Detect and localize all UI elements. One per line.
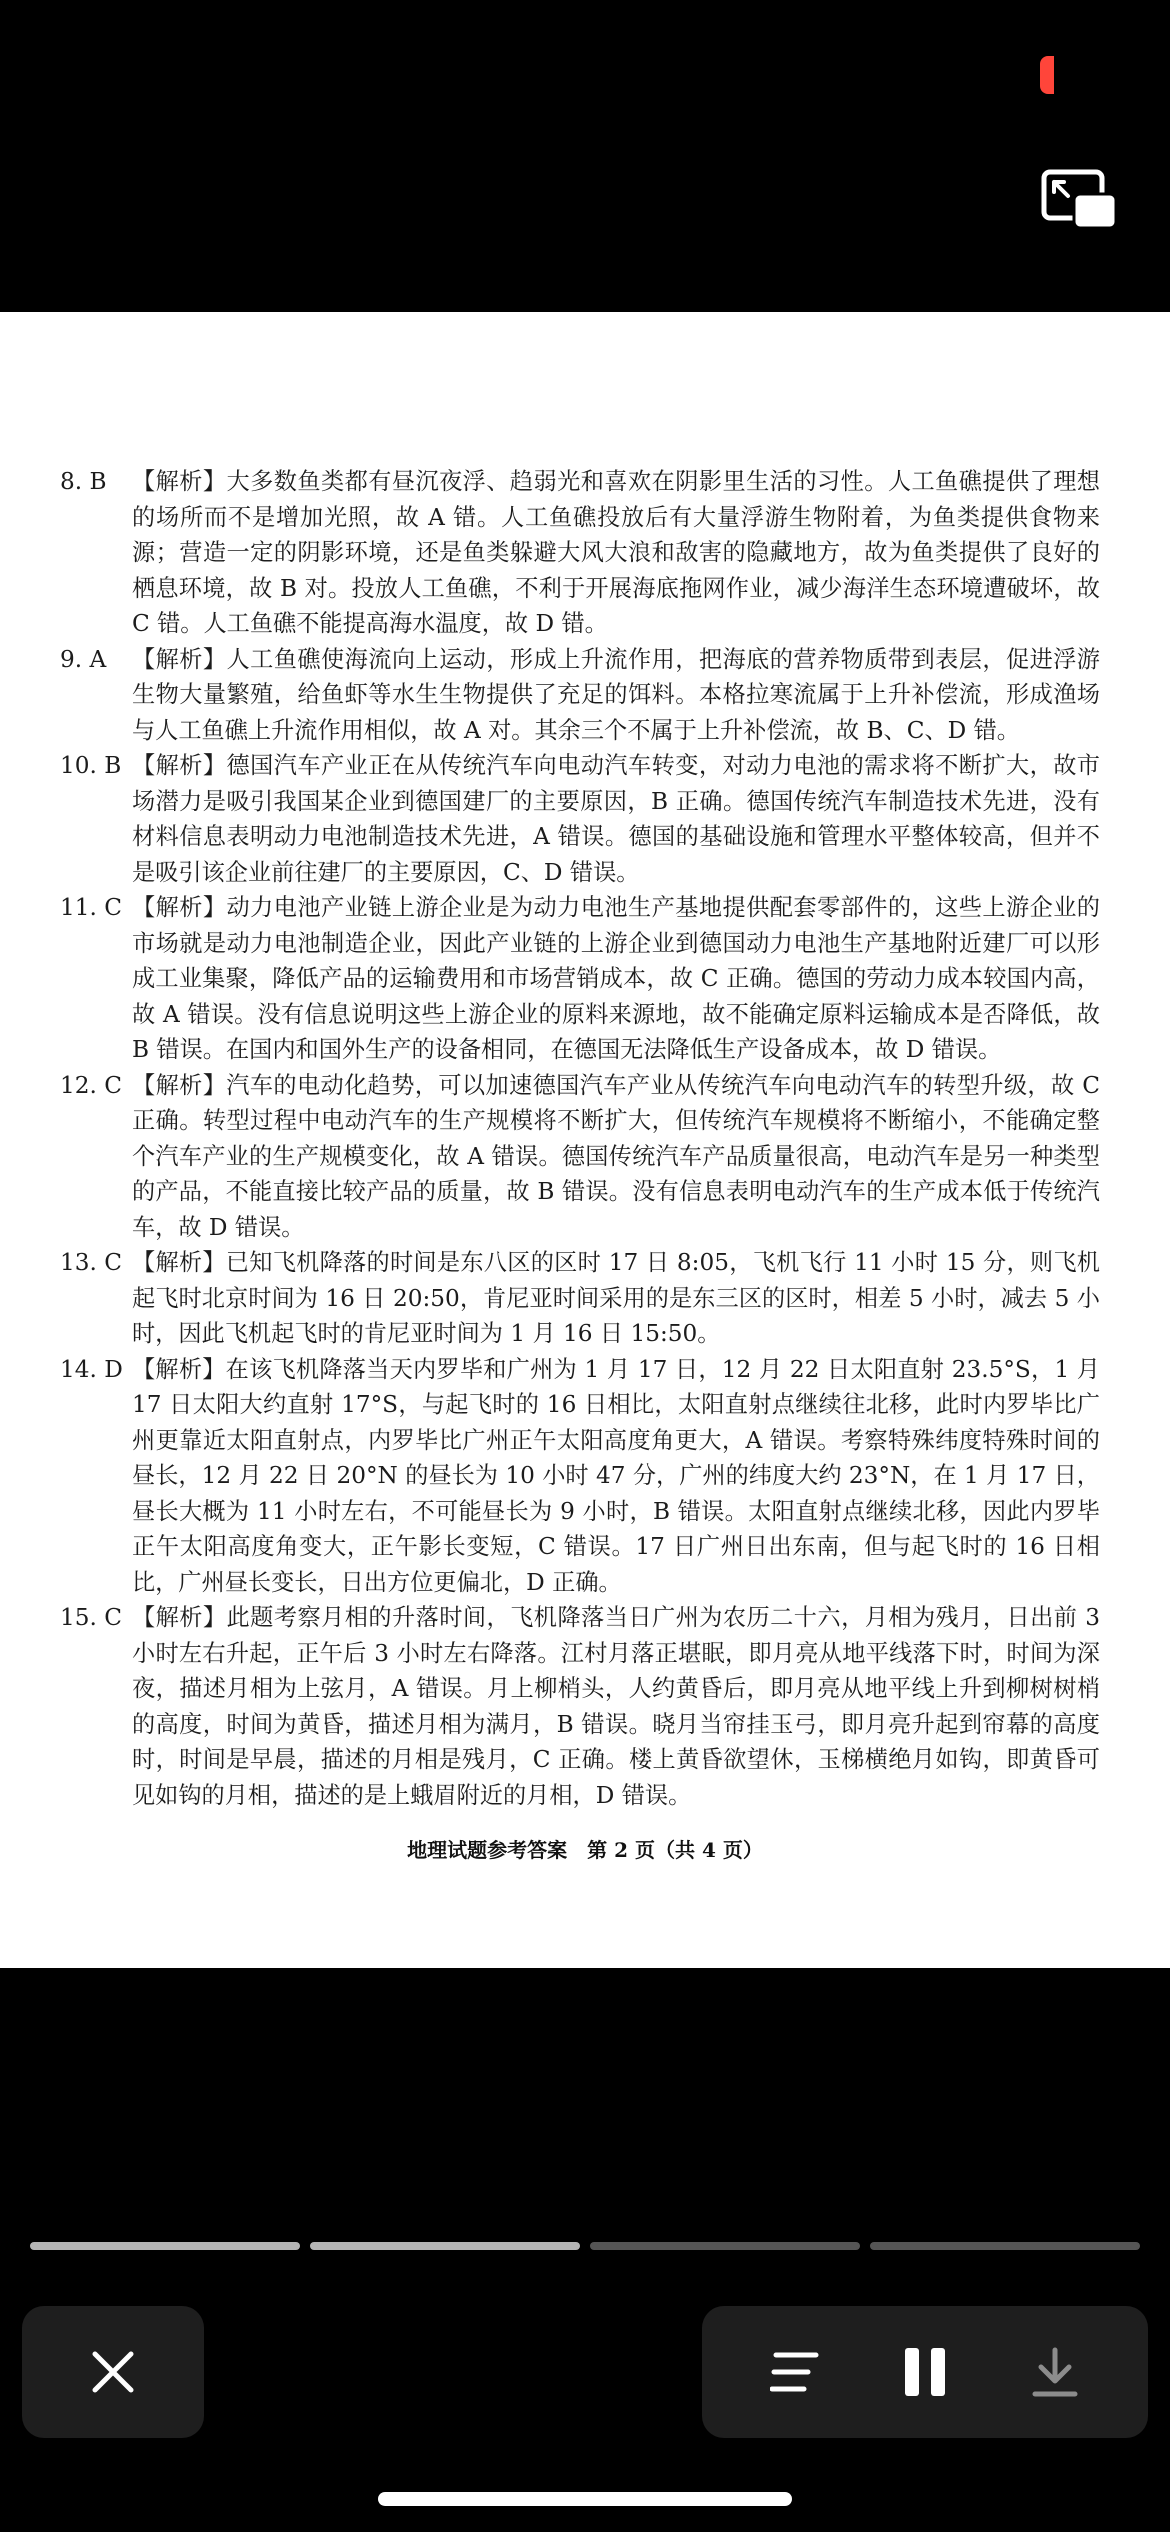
answer-number: 11. C <box>60 894 122 921</box>
answer-item <box>60 890 1100 1068</box>
answer-text: 【解析】此题考察月相的升落时间，飞机降落当日广州为农历二十六，月相为残月，日出前 3 小时左右升起，正午后 3 小时左右降落。江村月落正堪眠，即月亮从地平线落下时，时间为深夜，描述月相为上弦月，A 错误。月上柳梢头，人约黄昏后，即月亮从地平线上升到柳树树梢的高度，时间为黄昏，描述月相为满月，B 错误。晓月当帘挂玉弓，即月亮升起到帘幕的高度时，时间是早晨，描述的月相是残月，C 正确。楼上黄昏欲望休，玉梯横绝月如钩，即黄昏可见如钩的月相，描述的是上蛾眉附近的月相，D 错误。 <box>132 1604 1100 1809</box>
close-icon <box>89 2348 137 2396</box>
download-icon <box>1031 2346 1079 2398</box>
pause-button[interactable] <box>890 2337 960 2407</box>
answer-text: 【解析】德国汽车产业正在从传统汽车向电动汽车转变，对动力电池的需求将不断扩大，故市场潜力是吸引我国某企业到德国建厂的主要原因，B 正确。德国传统汽车制造技术先进，没有材料信息表明动力电池制造技术先进，A 错误。德国的基础设施和管理水平整体较高，但并不是吸引该企业前往建厂的主要原因，C、D 错误。 <box>132 752 1100 886</box>
answer-list <box>60 464 1100 1813</box>
answer-item <box>60 642 1100 749</box>
picture-in-picture-button[interactable] <box>1040 168 1120 232</box>
answer-text: 【解析】大多数鱼类都有昼沉夜浮、趋弱光和喜欢在阴影里生活的习性。人工鱼礁提供了理想的场所而不是增加光照，故 A 错。人工鱼礁投放后有大量浮游生物附着，为鱼类提供食物来源；营造一定的阴影环境，还是鱼类躲避大风大浪和敌害的隐藏地方，故为鱼类提供了良好的栖息环境，故 B 对。投放人工鱼礁，不利于开展海底拖网作业，减少海洋生态环境遭破坏，故 C 错。人工鱼礁不能提高海水温度，故 D 错。 <box>132 468 1100 637</box>
progress-segment <box>870 2242 1140 2250</box>
close-button[interactable] <box>22 2306 204 2438</box>
answer-text: 【解析】汽车的电动化趋势，可以加速德国汽车产业从传统汽车向电动汽车的转型升级，故 C 正确。转型过程中电动汽车的生产规模将不断扩大，但传统汽车规模将不断缩小，不能确定整个汽车产业的生产规模变化，故 A 错误。德国传统汽车产品质量很高，电动汽车是另一种类型的产品，不能直接比较产品的质量，故 B 错误。没有信息表明电动汽车的生产成本低于传统汽车，故 D 错误。 <box>132 1071 1100 1241</box>
document-page <box>0 312 1170 1968</box>
answer-text: 【解析】动力电池产业链上游企业是为动力电池生产基地提供配套零部件的，这些上游企业的市场就是动力电池制造企业，因此产业链的上游企业到德国动力电池生产基地附近建厂可以形成工业集聚，降低产品的运输费用和市场营销成本，故 C 正确。德国的劳动力成本较国内高，故 A 错误。没有信息说明这些上游企业的原料来源地，故不能确定原料运输成本是否降低，故 B 错误。在国内和国外生产的设备相同，在德国无法降低生产设备成本，故 D 错误。 <box>132 894 1100 1063</box>
answer-text: 【解析】已知飞机降落的时间是东八区的区时 17 日 8:05，飞机飞行 11 小时 15 分，则飞机起飞时北京时间为 16 日 20:50，肯尼亚时间采用的是东三区的区时，相差 5 小时，减去 5 小时，因此飞机起飞时的肯尼亚时间为 1 月 16 日 15:50。 <box>132 1249 1100 1347</box>
progress-segment <box>30 2242 300 2250</box>
answer-text: 【解析】在该飞机降落当天内罗毕和广州为 1 月 17 日，12 月 22 日太阳直射 23.5°S，1 月 17 日太阳大约直射 17°S，与起飞时的 16 日相比，太阳直射点继续往北移，此时内罗毕比广州更靠近太阳直射点，内罗毕比广州正午太阳高度角更大，A 错误。考察特殊纬度特殊时间的昼长，12 月 22 日 20°N 的昼长为 10 小时 47 分，广州的纬度大约 23°N，在 1 月 17 日，昼长大概为 11 小时左右，不可能昼长为 9 小时，B 错误。太阳直射点继续北移，因此内罗毕正午太阳高度角变大，正午影长变短，C 错误。17 日广州日出东南，但与起飞时的 16 日相比，广州昼长变长，日出方位更偏北，D 正确。 <box>132 1355 1100 1596</box>
answer-item <box>60 748 1100 890</box>
page-footer: 地理试题参考答案 第 2 页（共 4 页） <box>407 1838 763 1862</box>
recording-indicator <box>1040 56 1054 94</box>
download-button[interactable] <box>1020 2337 1090 2407</box>
menu-button[interactable] <box>760 2337 830 2407</box>
picture-in-picture-icon <box>1040 168 1120 232</box>
answer-item <box>60 1245 1100 1352</box>
home-indicator[interactable] <box>378 2492 792 2506</box>
pause-icon <box>901 2346 949 2398</box>
progress-segment <box>310 2242 580 2250</box>
answer-number: 12. C <box>60 1071 122 1099</box>
answer-item <box>60 1068 1100 1246</box>
answer-item <box>60 1600 1100 1813</box>
answer-item <box>60 464 1100 642</box>
answer-number: 15. C <box>60 1604 122 1631</box>
answer-number: 9. A <box>60 645 107 673</box>
answer-number: 8. B <box>60 468 107 495</box>
answer-number: 14. D <box>60 1355 123 1383</box>
playback-controls <box>702 2306 1148 2438</box>
answer-number: 10. B <box>60 752 122 779</box>
story-progress-bar <box>30 2242 1140 2250</box>
answer-number: 13. C <box>60 1249 122 1276</box>
answer-text: 【解析】人工鱼礁使海流向上运动，形成上升流作用，把海底的营养物质带到表层，促进浮游生物大量繁殖，给鱼虾等水生生物提供了充足的饵料。本格拉寒流属于上升补偿流，形成渔场与人工鱼礁上升流作用相似，故 A 对。其余三个不属于上升补偿流，故 B、C、D 错。 <box>132 645 1100 744</box>
menu-lines-icon <box>770 2349 820 2395</box>
answer-item <box>60 1352 1100 1601</box>
progress-segment <box>590 2242 860 2250</box>
